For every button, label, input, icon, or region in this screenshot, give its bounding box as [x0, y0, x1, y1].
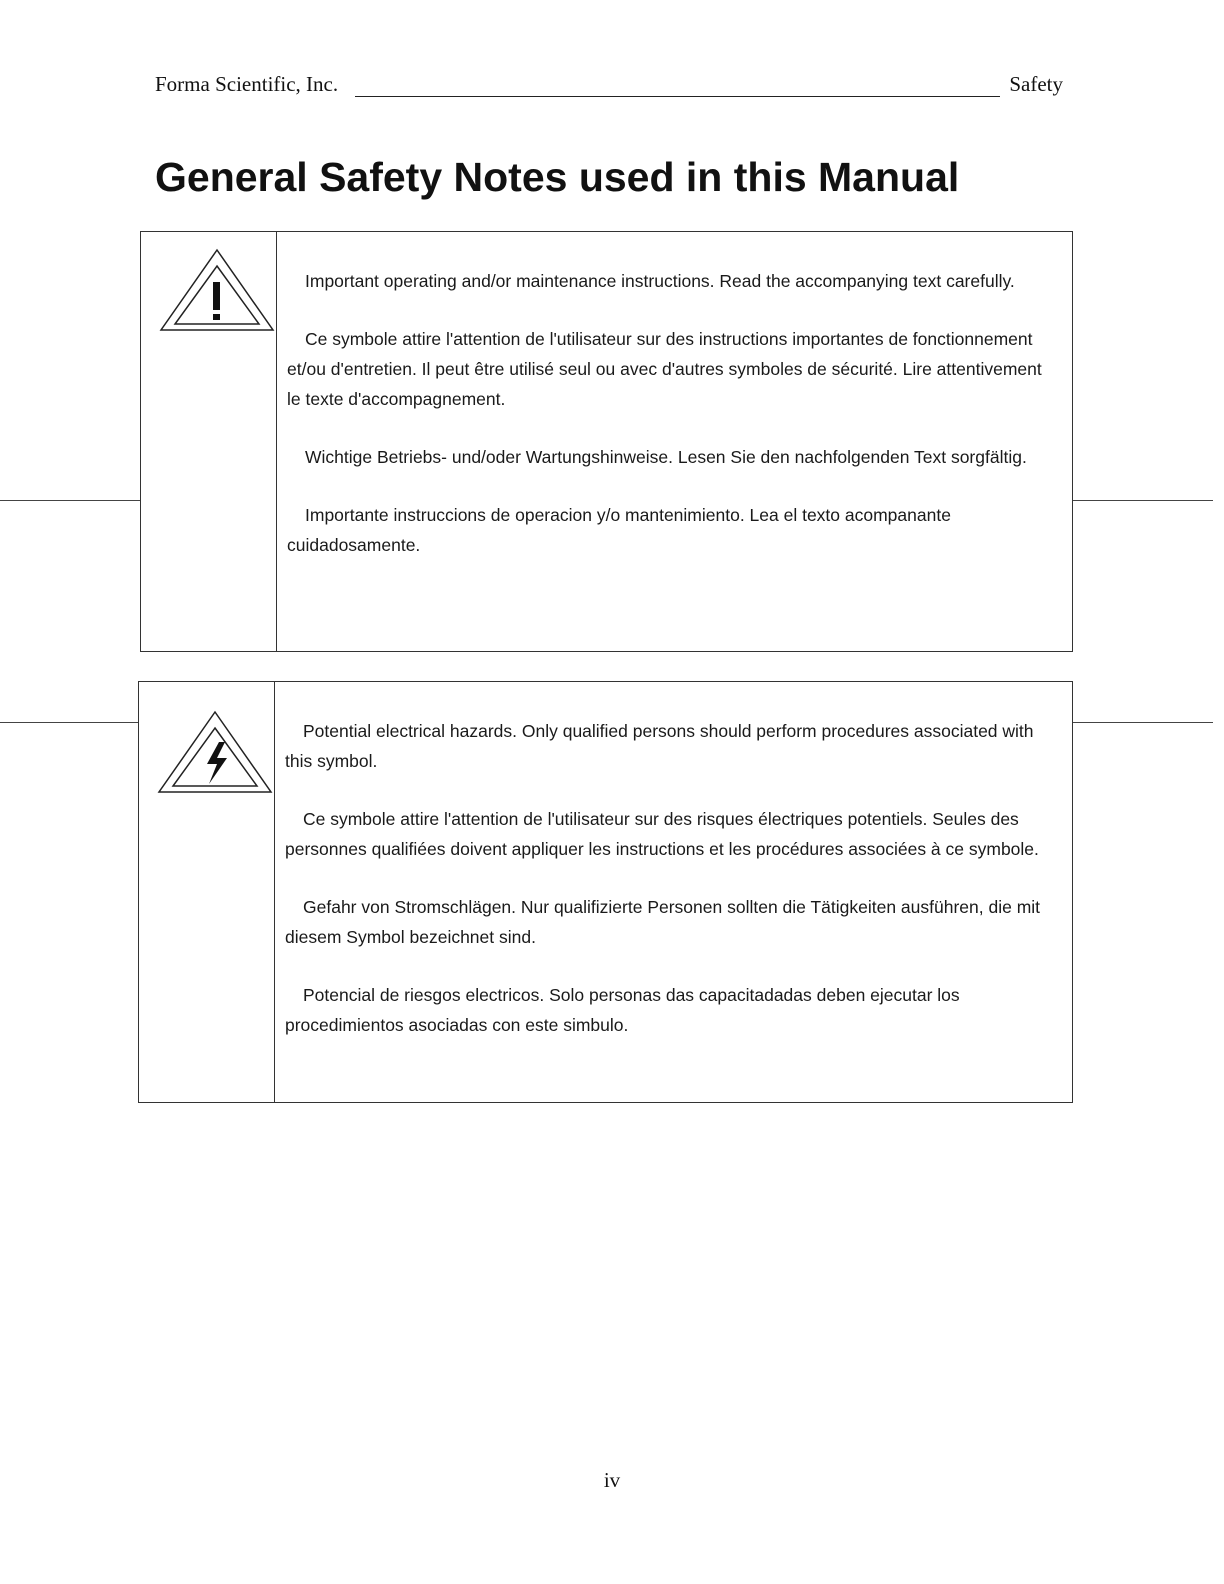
note-paragraph-de: Gefahr von Stromschlägen. Nur qualifizierte Personen sollten die Tätigkeiten ausführen, die mit diesem Symbol bezeichnet sind.	[285, 897, 1041, 947]
page-title: General Safety Notes used in this Manual	[155, 154, 960, 200]
scan-line	[0, 500, 140, 501]
note-paragraph-es: Potencial de riesgos electricos. Solo personas das capacitadadas deben ejecutar los procedimientos asociadas con este simbulo.	[285, 985, 960, 1035]
scan-line	[1073, 500, 1213, 501]
note-text	[287, 266, 1060, 588]
note-text	[285, 716, 1060, 1068]
safety-note-electrical	[138, 681, 1073, 1103]
note-paragraph-fr: Ce symbole attire l'attention de l'utilisateur sur des instructions importantes de fonctionnement et/ou d'entretien. Il peut être utilisé seul ou avec d'autres symboles de sécurité. Lire attentivement le texte d'accompagnement.	[287, 329, 1042, 409]
scan-line	[1073, 722, 1213, 723]
note-paragraph-de: Wichtige Betriebs- und/oder Wartungshinweise. Lesen Sie den nachfolgenden Text sorgfältig.	[305, 447, 1027, 467]
caution-exclamation-triangle-icon	[155, 246, 279, 338]
company-name: Forma Scientific, Inc.	[155, 72, 339, 96]
page-header	[155, 72, 1063, 102]
note-paragraph-fr: Ce symbole attire l'attention de l'utilisateur sur des risques électriques potentiels. Seules des personnes qualifiées doivent appliquer les instructions et les procédures associées à ce symbole.	[285, 809, 1039, 859]
electrical-hazard-triangle-icon	[153, 708, 277, 800]
page-number: iv	[603, 1468, 621, 1492]
note-paragraph-en: Important operating and/or maintenance instructions. Read the accompanying text carefully.	[305, 271, 1015, 291]
section-name: Safety	[1009, 72, 1063, 96]
icon-column	[139, 682, 275, 1102]
note-paragraph-es: Importante instruccions de operacion y/o mantenimiento. Lea el texto acompanante cuidadosamente.	[287, 505, 951, 555]
header-rule	[355, 96, 1000, 97]
note-paragraph-en: Potential electrical hazards. Only qualified persons should perform procedures associated with this symbol.	[285, 721, 1034, 771]
safety-note-caution	[140, 231, 1073, 652]
scan-line	[0, 722, 138, 723]
icon-column	[141, 232, 277, 651]
